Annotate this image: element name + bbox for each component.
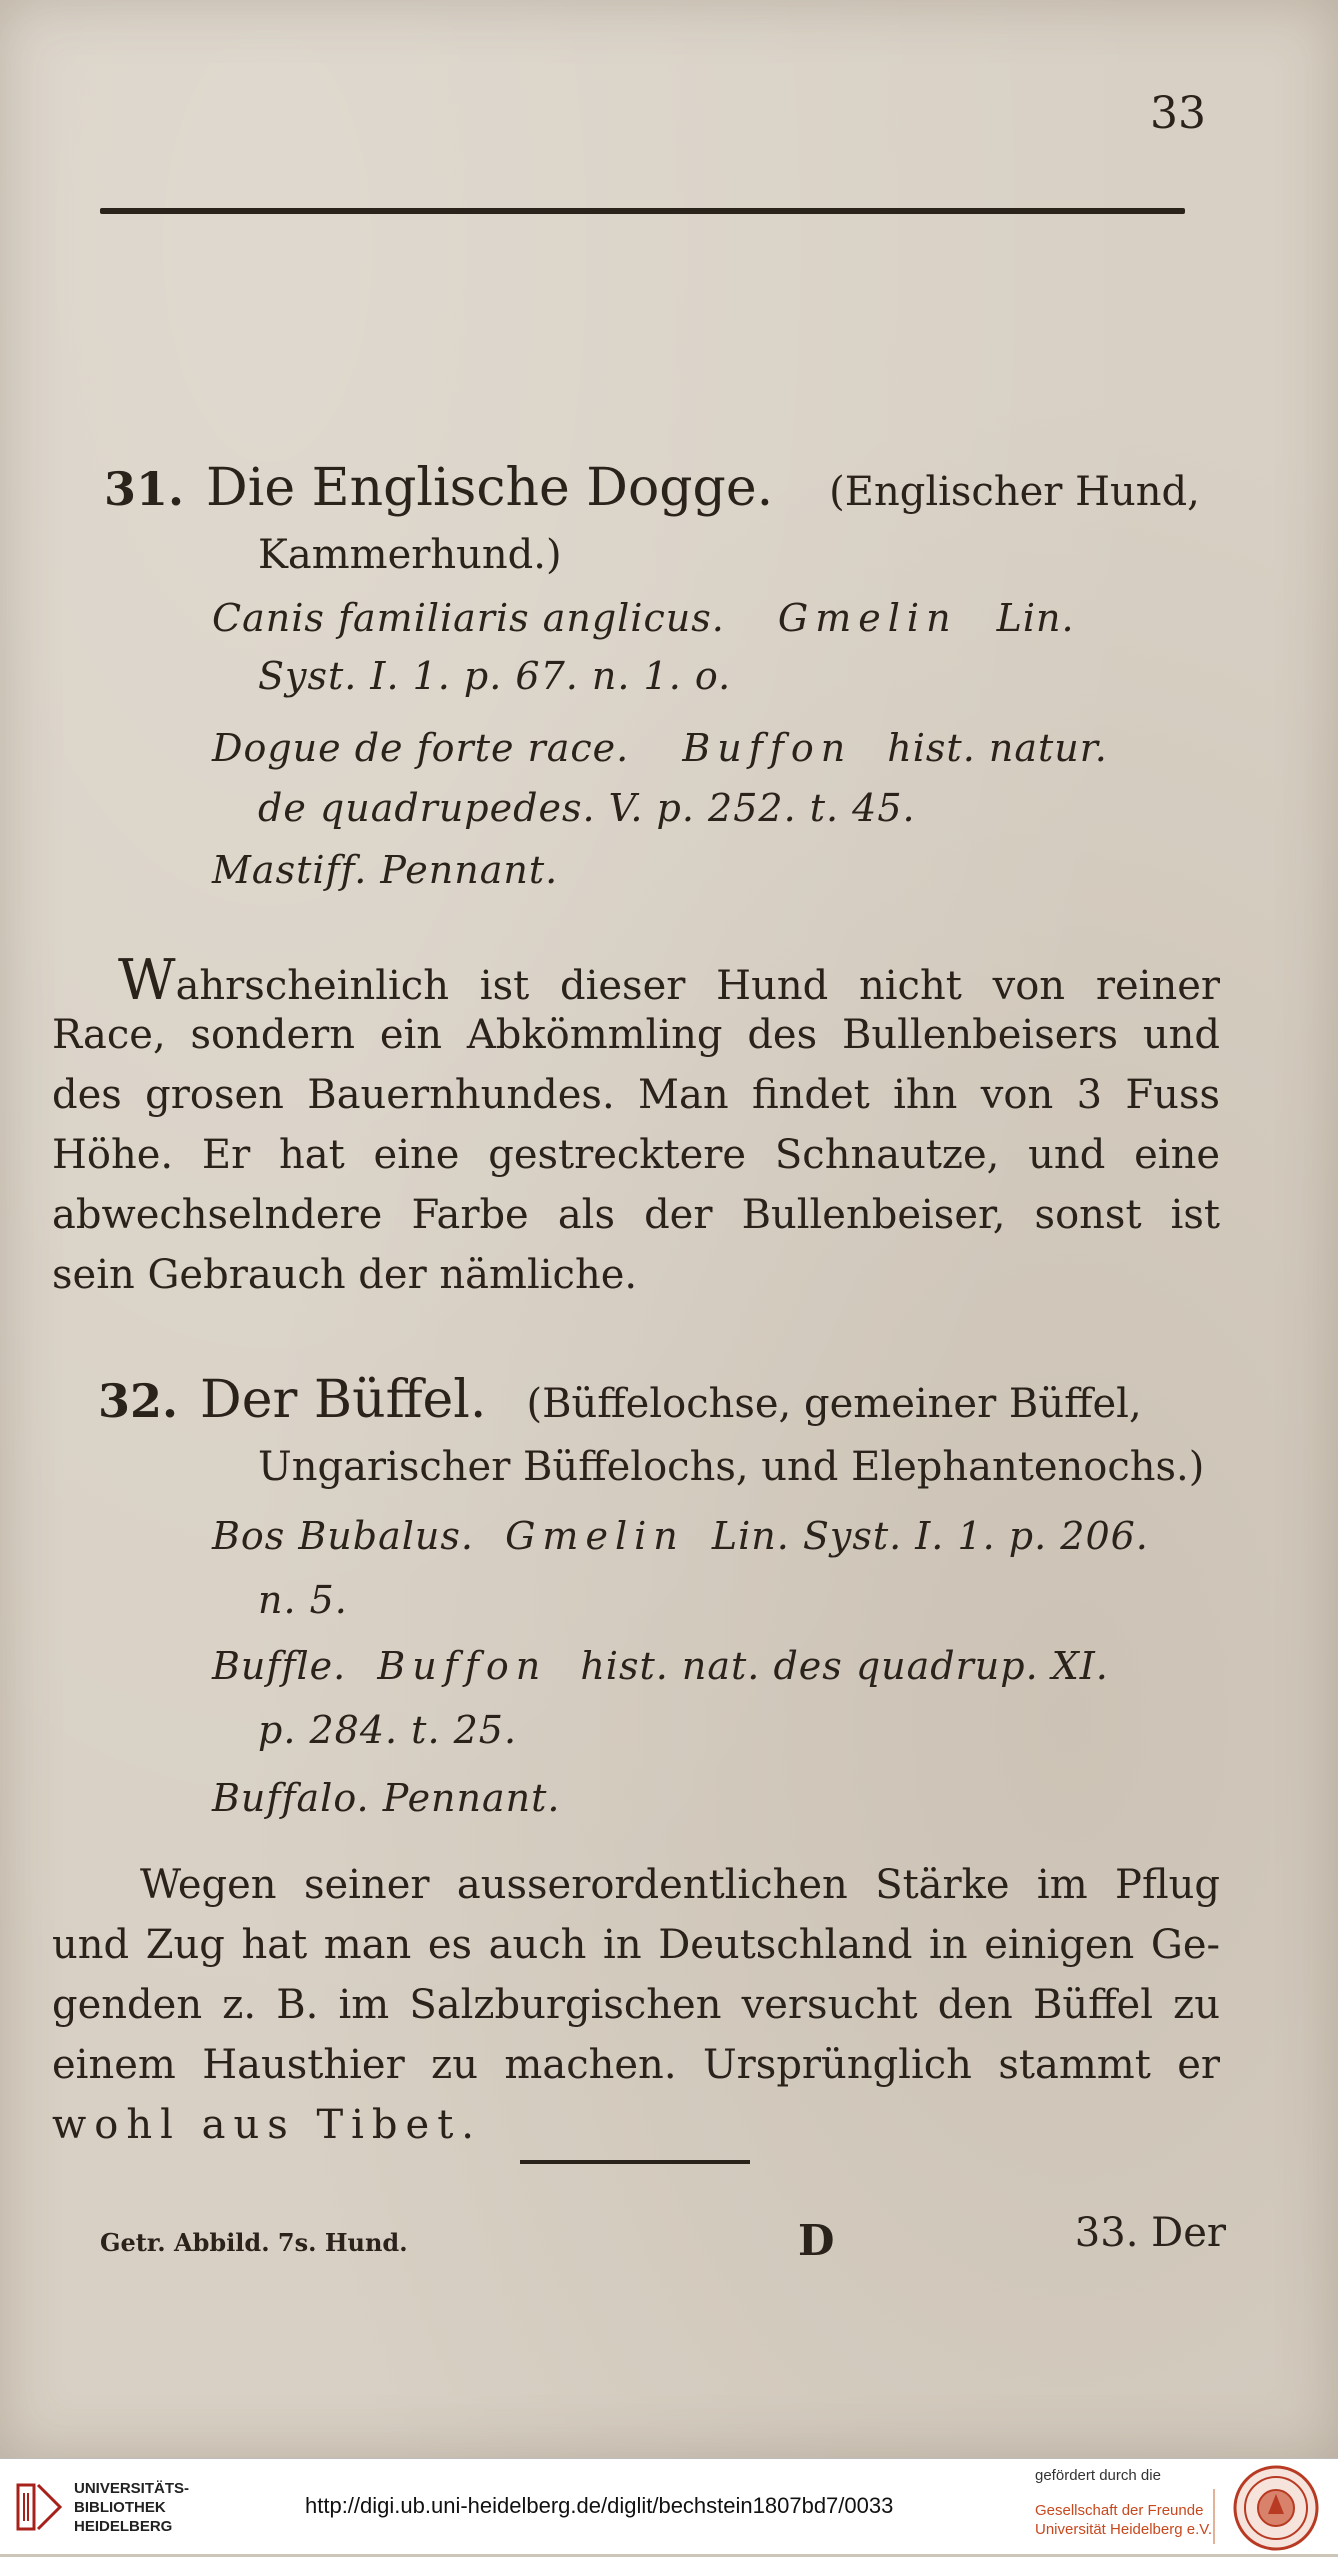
reference-author: Buffon xyxy=(682,726,853,770)
university-library-logo-icon[interactable] xyxy=(14,2479,64,2535)
entry-heading xyxy=(104,458,1200,518)
reference-author: Gmelin xyxy=(777,596,958,640)
library-name[interactable] xyxy=(74,2479,189,2536)
reference-author: Buffon xyxy=(377,1644,548,1688)
body-line xyxy=(118,948,1220,1013)
sponsor-name[interactable] xyxy=(1035,2501,1212,2539)
entry-synonyms-continued: Ungarischer Büffelochs, und Elephantenochs.) xyxy=(258,1444,1205,1490)
reference-line: Buffalo. Pennant. xyxy=(212,1776,561,1820)
reference-line xyxy=(212,726,1108,770)
body-line: einem Hausthier zu machen. Ursprünglich stammt er xyxy=(52,2042,1220,2088)
divider xyxy=(1213,2489,1215,2544)
body-line: Race, sondern ein Abkömmling des Bullenbeisers und xyxy=(52,1012,1220,1058)
header-rule xyxy=(100,208,1185,214)
reference-text: hist. natur. xyxy=(887,726,1108,770)
sponsor-label: gefördert durch die xyxy=(1035,2467,1161,2484)
entry-number: 32. xyxy=(98,1374,179,1428)
reference-line: n. 5. xyxy=(258,1578,348,1622)
library-name-line: BIBLIOTHEK xyxy=(74,2499,166,2516)
entry-synonyms: (Büffelochse, gemeiner Büffel, xyxy=(526,1381,1142,1427)
sponsor-name-line: Universität Heidelberg e.V. xyxy=(1035,2521,1213,2538)
body-line: wohl aus Tibet. xyxy=(52,2102,482,2148)
body-line: Höhe. Er hat eine gestrecktere Schnautze, und eine xyxy=(52,1132,1220,1178)
reference-text: Lin. Syst. I. 1. p. 206. xyxy=(711,1514,1149,1558)
reference-text: Buffle. xyxy=(212,1644,347,1688)
reference-line: Mastiff. Pennant. xyxy=(212,848,559,892)
entry-heading xyxy=(98,1370,1142,1430)
university-seal-icon[interactable] xyxy=(1232,2464,1320,2552)
reference-text: hist. nat. des quadrup. XI. xyxy=(580,1644,1109,1688)
reference-line: p. 284. t. 25. xyxy=(258,1708,518,1752)
reference-line xyxy=(212,1514,1149,1558)
reference-author: Gmelin xyxy=(505,1514,685,1558)
library-name-line: HEIDELBERG xyxy=(74,2518,173,2535)
digitization-banner xyxy=(0,2458,1338,2554)
body-line: des grosen Bauernhundes. Man findet ihn von 3 Fuss xyxy=(52,1072,1220,1118)
reference-line: de quadrupedes. V. p. 252. t. 45. xyxy=(258,786,916,830)
entry-synonyms: (Englischer Hund, xyxy=(829,469,1200,515)
body-line: Wegen seiner ausserordentlichen Stärke im Pflug xyxy=(140,1862,1220,1908)
body-line: sein Gebrauch der nämliche. xyxy=(52,1252,638,1298)
reference-text: Dogue de forte race. xyxy=(212,726,630,770)
drop-cap: W xyxy=(118,948,176,1013)
entry-synonyms-continued: Kammerhund.) xyxy=(258,532,562,578)
page-number: 33 xyxy=(1150,88,1206,139)
reference-line xyxy=(212,596,1222,640)
sponsor-name-line: Gesellschaft der Freunde xyxy=(1035,2502,1204,2519)
permalink-url[interactable]: http://digi.ub.uni-heidelberg.de/diglit/bechstein1807bd7/0033 xyxy=(305,2493,894,2518)
catchword: 33. Der xyxy=(1074,2210,1226,2256)
reference-text: Lin. xyxy=(996,596,1075,640)
entry-number: 31. xyxy=(104,462,185,516)
footer-note: Getr. Abbild. 7s. Hund. xyxy=(100,2228,408,2257)
body-line: genden z. B. im Salzburgischen versucht den Büffel zu xyxy=(52,1982,1220,2028)
reference-line: Syst. I. 1. p. 67. n. 1. o. xyxy=(258,654,732,698)
entry-name: Der Büffel. xyxy=(200,1370,487,1430)
reference-line xyxy=(212,1644,1109,1688)
closing-rule xyxy=(520,2160,750,2164)
line-text: ahrscheinlich ist dieser Hund nicht von reiner xyxy=(175,963,1220,1009)
reference-text: Canis familiaris anglicus. xyxy=(212,596,725,640)
body-line: und Zug hat man es auch in Deutschland in einigen Ge- xyxy=(52,1922,1220,1968)
reference-text: Bos Bubalus. xyxy=(212,1514,474,1558)
library-name-line: UNIVERSITÄTS- xyxy=(74,2480,190,2497)
entry-name: Die Englische Dogge. xyxy=(206,458,774,518)
body-line: abwechselndere Farbe als der Bullenbeiser, sonst ist xyxy=(52,1192,1220,1238)
signature-mark: D xyxy=(798,2216,835,2265)
